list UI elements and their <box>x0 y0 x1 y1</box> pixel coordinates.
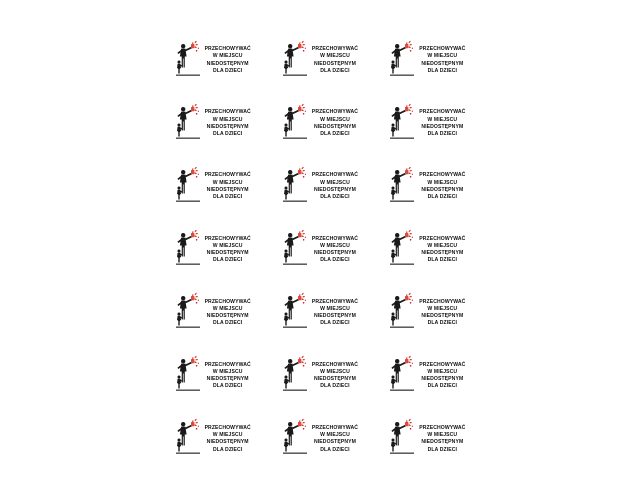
label-item <box>160 156 265 217</box>
label-line-2: W MIEJSCU <box>427 116 458 123</box>
label-item <box>267 30 372 91</box>
label-line-3: NIEDOSTĘPNYM <box>206 249 249 256</box>
label-line-1: PRZECHOWYWAĆ <box>419 172 466 179</box>
label-line-3: NIEDOSTĘPNYM <box>314 249 356 256</box>
label-item <box>267 219 372 280</box>
label-line-4: DLA DZIECI <box>212 257 243 264</box>
label-line-4: DLA DZIECI <box>212 383 243 390</box>
label-text <box>312 236 358 265</box>
adult-holding-bottle-away-from-child-icon <box>389 292 417 334</box>
label-line-3: NIEDOSTĘPNYM <box>314 376 356 383</box>
label-line-2: W MIEJSCU <box>212 116 243 123</box>
adult-holding-bottle-away-from-child-icon <box>175 292 203 334</box>
label-line-1: PRZECHOWYWAĆ <box>311 361 359 368</box>
adult-holding-bottle-away-from-child-icon <box>282 229 310 271</box>
label-line-4: DLA DZIECI <box>212 320 243 327</box>
label-line-3: NIEDOSTĘPNYM <box>314 186 356 193</box>
adult-holding-bottle-away-from-child-icon <box>389 355 417 397</box>
label-line-1: PRZECHOWYWAĆ <box>419 425 466 431</box>
label-item <box>267 346 372 407</box>
label-line-3: NIEDOSTĘPNYM <box>421 376 464 383</box>
label-text <box>205 236 251 265</box>
label-line-3: NIEDOSTĘPNYM <box>206 60 249 67</box>
adult-holding-bottle-away-from-child-icon <box>389 103 417 145</box>
label-line-1: PRZECHOWYWAĆ <box>204 109 251 116</box>
label-text <box>205 362 251 391</box>
adult-holding-bottle-away-from-child-icon <box>175 166 203 208</box>
label-line-4: DLA DZIECI <box>320 446 350 453</box>
label-text <box>419 46 465 75</box>
label-line-3: NIEDOSTĘPNYM <box>314 439 356 446</box>
label-line-1: PRZECHOWYWAĆ <box>311 235 359 242</box>
label-line-3: NIEDOSTĘPNYM <box>206 313 249 320</box>
label-line-3: NIEDOSTĘPNYM <box>421 439 464 446</box>
label-line-1: PRZECHOWYWAĆ <box>311 425 359 431</box>
adult-holding-bottle-away-from-child-icon <box>282 418 310 460</box>
label-line-2: W MIEJSCU <box>320 179 350 186</box>
label-item <box>375 219 480 280</box>
adult-holding-bottle-away-from-child-icon <box>282 292 310 334</box>
label-line-1: PRZECHOWYWAĆ <box>419 298 466 305</box>
label-text <box>312 46 358 75</box>
label-text <box>312 109 358 138</box>
label-line-1: PRZECHOWYWAĆ <box>311 172 359 179</box>
label-line-3: NIEDOSTĘPNYM <box>421 313 464 320</box>
label-line-2: W MIEJSCU <box>320 242 350 249</box>
label-text <box>205 425 251 454</box>
label-line-3: NIEDOSTĘPNYM <box>206 376 249 383</box>
label-line-1: PRZECHOWYWAĆ <box>204 235 251 242</box>
label-line-2: W MIEJSCU <box>427 305 458 312</box>
label-line-4: DLA DZIECI <box>212 130 243 137</box>
label-line-2: W MIEJSCU <box>427 179 458 186</box>
label-line-1: PRZECHOWYWAĆ <box>204 425 251 431</box>
label-item <box>375 346 480 407</box>
label-line-3: NIEDOSTĘPNYM <box>421 249 464 256</box>
label-text <box>419 362 465 391</box>
label-line-4: DLA DZIECI <box>320 383 350 390</box>
label-line-3: NIEDOSTĘPNYM <box>421 186 464 193</box>
label-line-3: NIEDOSTĘPNYM <box>206 439 249 446</box>
adult-holding-bottle-away-from-child-icon <box>175 103 203 145</box>
label-line-4: DLA DZIECI <box>427 257 458 264</box>
label-line-1: PRZECHOWYWAĆ <box>419 46 466 53</box>
label-line-3: NIEDOSTĘPNYM <box>421 60 464 67</box>
adult-holding-bottle-away-from-child-icon <box>389 40 417 82</box>
adult-holding-bottle-away-from-child-icon <box>175 229 203 271</box>
label-line-1: PRZECHOWYWAĆ <box>204 298 251 305</box>
label-item <box>375 409 480 470</box>
label-item <box>160 93 265 154</box>
label-text <box>312 425 358 454</box>
label-line-3: NIEDOSTĘPNYM <box>206 186 249 193</box>
label-line-1: PRZECHOWYWAĆ <box>204 46 251 53</box>
label-line-1: PRZECHOWYWAĆ <box>204 361 251 368</box>
label-text <box>312 362 358 391</box>
label-line-2: W MIEJSCU <box>427 432 458 439</box>
label-text <box>205 172 251 201</box>
adult-holding-bottle-away-from-child-icon <box>282 166 310 208</box>
label-text <box>205 299 251 328</box>
label-line-1: PRZECHOWYWAĆ <box>419 235 466 242</box>
label-line-4: DLA DZIECI <box>427 67 458 74</box>
adult-holding-bottle-away-from-child-icon <box>175 355 203 397</box>
label-line-3: NIEDOSTĘPNYM <box>314 313 356 320</box>
adult-holding-bottle-away-from-child-icon <box>282 40 310 82</box>
label-grid <box>160 30 480 470</box>
label-text <box>419 299 465 328</box>
label-item <box>267 283 372 344</box>
label-item <box>375 156 480 217</box>
label-line-4: DLA DZIECI <box>212 194 243 201</box>
label-text <box>419 109 465 138</box>
label-line-4: DLA DZIECI <box>320 320 350 327</box>
label-line-4: DLA DZIECI <box>427 320 458 327</box>
label-line-2: W MIEJSCU <box>320 53 350 60</box>
label-line-2: W MIEJSCU <box>320 369 350 376</box>
label-line-2: W MIEJSCU <box>320 116 350 123</box>
label-item <box>160 219 265 280</box>
label-line-4: DLA DZIECI <box>320 130 350 137</box>
label-item <box>160 409 265 470</box>
label-line-1: PRZECHOWYWAĆ <box>419 109 466 116</box>
adult-holding-bottle-away-from-child-icon <box>389 166 417 208</box>
label-line-4: DLA DZIECI <box>427 194 458 201</box>
label-text <box>419 236 465 265</box>
label-line-4: DLA DZIECI <box>320 257 350 264</box>
label-item <box>267 409 372 470</box>
label-line-2: W MIEJSCU <box>320 305 350 312</box>
label-text <box>419 425 465 454</box>
label-line-1: PRZECHOWYWAĆ <box>311 46 359 53</box>
label-line-3: NIEDOSTĘPNYM <box>206 123 249 130</box>
label-line-3: NIEDOSTĘPNYM <box>421 123 464 130</box>
label-item <box>160 30 265 91</box>
label-item <box>375 93 480 154</box>
label-item <box>267 93 372 154</box>
label-line-2: W MIEJSCU <box>212 179 243 186</box>
label-text <box>312 172 358 201</box>
adult-holding-bottle-away-from-child-icon <box>175 40 203 82</box>
label-line-3: NIEDOSTĘPNYM <box>314 123 356 130</box>
label-line-2: W MIEJSCU <box>427 53 458 60</box>
label-line-2: W MIEJSCU <box>427 242 458 249</box>
label-line-1: PRZECHOWYWAĆ <box>311 109 359 116</box>
label-line-2: W MIEJSCU <box>212 242 243 249</box>
label-line-1: PRZECHOWYWAĆ <box>311 298 359 305</box>
adult-holding-bottle-away-from-child-icon <box>282 355 310 397</box>
label-line-4: DLA DZIECI <box>212 446 243 453</box>
label-text <box>205 109 251 138</box>
label-line-2: W MIEJSCU <box>212 369 243 376</box>
label-text <box>312 299 358 328</box>
adult-holding-bottle-away-from-child-icon <box>389 229 417 271</box>
label-item <box>160 283 265 344</box>
label-line-1: PRZECHOWYWAĆ <box>204 172 251 179</box>
label-line-3: NIEDOSTĘPNYM <box>314 60 356 67</box>
adult-holding-bottle-away-from-child-icon <box>175 418 203 460</box>
label-line-4: DLA DZIECI <box>212 67 243 74</box>
label-line-4: DLA DZIECI <box>320 67 350 74</box>
label-line-2: W MIEJSCU <box>212 305 243 312</box>
label-item <box>267 156 372 217</box>
label-line-4: DLA DZIECI <box>427 130 458 137</box>
label-line-2: W MIEJSCU <box>427 369 458 376</box>
label-line-2: W MIEJSCU <box>212 432 243 439</box>
label-item <box>375 283 480 344</box>
label-item <box>160 346 265 407</box>
label-line-2: W MIEJSCU <box>212 53 243 60</box>
label-line-4: DLA DZIECI <box>320 194 350 201</box>
label-line-4: DLA DZIECI <box>427 383 458 390</box>
label-line-1: PRZECHOWYWAĆ <box>419 361 466 368</box>
label-line-2: W MIEJSCU <box>320 432 350 439</box>
adult-holding-bottle-away-from-child-icon <box>282 103 310 145</box>
adult-holding-bottle-away-from-child-icon <box>389 418 417 460</box>
label-text <box>205 46 251 75</box>
label-text <box>419 172 465 201</box>
label-item <box>375 30 480 91</box>
label-line-4: DLA DZIECI <box>427 446 458 453</box>
